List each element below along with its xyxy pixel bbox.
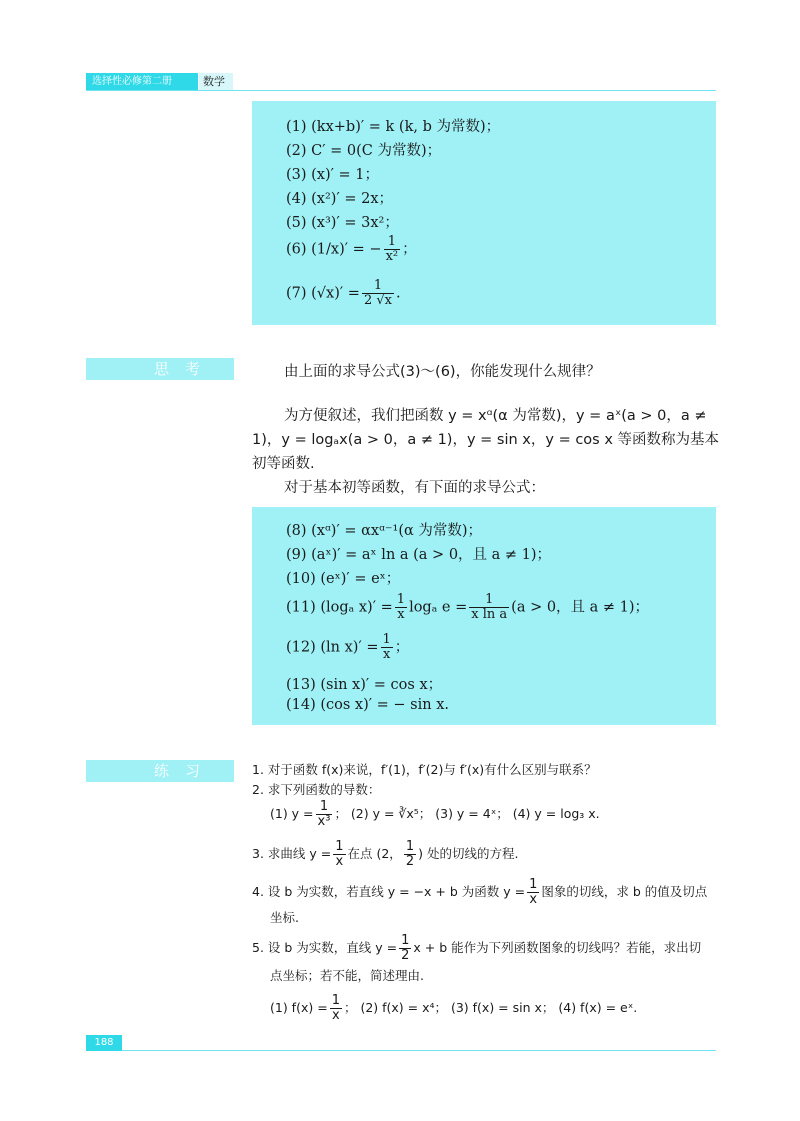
fraction-denominator: x² bbox=[385, 249, 399, 264]
exercise-4-end: 图象的切线，求 b 的值及切点 bbox=[541, 884, 708, 899]
exercise-4-line-2: 坐标. bbox=[270, 910, 299, 925]
fraction-denominator: x ln a bbox=[471, 607, 508, 622]
exercise-5-lead: 5. 设 b 为实数，直线 y = bbox=[252, 940, 398, 955]
fraction-numerator: 1 bbox=[405, 839, 415, 854]
exercise-5-item-1-lead: (1) f(x) = bbox=[270, 1000, 328, 1015]
formula-6 bbox=[286, 235, 417, 264]
header-rule bbox=[86, 90, 716, 91]
fraction-numerator: 1 bbox=[396, 592, 406, 607]
formula-7-lead: (7) (√x)′ = bbox=[286, 285, 360, 302]
formula-box-2 bbox=[252, 507, 716, 725]
exercise-4-lead: 4. 设 b 为实数，若直线 y = −x + b 为函数 y = bbox=[252, 884, 526, 899]
think-label: 思考 bbox=[86, 358, 234, 380]
fraction-denominator: x³ bbox=[317, 814, 331, 829]
formula-11-lead: (11) (logₐ x)′ = bbox=[286, 599, 393, 616]
formula-2: (2) C′ = 0(C 为常数)； bbox=[286, 143, 442, 159]
formula-8: (8) (xᵅ)′ = αxᵅ⁻¹(α 为常数)； bbox=[286, 523, 483, 539]
paragraph-1-line-3: 初等函数. bbox=[252, 456, 315, 472]
exercise-2-items bbox=[270, 800, 600, 829]
exercise-3-fraction-1 bbox=[333, 840, 345, 869]
formula-12-fraction bbox=[381, 633, 393, 662]
formula-1: (1) (kx+b)′ = k (k, b 为常数)； bbox=[286, 119, 501, 135]
exercise-2-fraction bbox=[316, 800, 333, 829]
exercise-3-middle: 在点 (2， bbox=[347, 846, 402, 861]
formula-4: (4) (x²)′ = 2x； bbox=[286, 191, 394, 207]
practice-label: 练习 bbox=[86, 760, 234, 782]
formula-12-lead: (12) (ln x)′ = bbox=[286, 639, 379, 656]
exercise-2-item-1-lead: (1) y = bbox=[270, 806, 314, 821]
formula-10: (10) (eˣ)′ = eˣ； bbox=[286, 571, 401, 587]
exercise-5-rest: ； (2) f(x) = x⁴； (3) f(x) = sin x； (4) f(x) = eˣ. bbox=[343, 1000, 638, 1015]
paragraph-1-line-2: 1)，y = logₐx(a > 0，a ≠ 1)，y = sin x，y = cos x 等函数称为基本 bbox=[252, 432, 720, 448]
formula-11-end: (a > 0，且 a ≠ 1)； bbox=[511, 599, 650, 616]
formula-7-end: . bbox=[395, 285, 401, 302]
fraction-denominator: x bbox=[333, 854, 345, 869]
formula-12 bbox=[286, 633, 409, 662]
formula-12-end: ； bbox=[394, 639, 410, 656]
fraction-denominator: x bbox=[381, 647, 393, 662]
fraction-numerator: 1 bbox=[387, 234, 396, 249]
exercise-5-items-fraction bbox=[330, 994, 342, 1023]
exercise-2-rest: ； (2) y = ∛x⁵； (3) y = 4ˣ； (4) y = log₃ x. bbox=[334, 806, 600, 821]
paragraph-2: 对于基本初等函数，有下面的求导公式： bbox=[284, 480, 545, 496]
formula-5: (5) (x³)′ = 3x²； bbox=[286, 215, 399, 231]
formula-6-fraction bbox=[384, 235, 401, 264]
exercise-3 bbox=[252, 840, 518, 869]
fraction-denominator: x bbox=[527, 892, 539, 907]
fraction-numerator: 1 bbox=[485, 592, 494, 607]
exercise-5-line-2: 点坐标；若不能，简述理由. bbox=[270, 968, 424, 983]
formula-7-fraction bbox=[362, 279, 394, 308]
exercise-5-fraction bbox=[399, 934, 411, 963]
exercise-5-items bbox=[270, 994, 637, 1023]
exercise-2: 2. 求下列函数的导数： bbox=[252, 782, 381, 797]
fraction-denominator: 2 bbox=[401, 948, 410, 963]
formula-11-fraction-2 bbox=[469, 593, 509, 622]
exercise-1: 1. 对于函数 f(x)来说，f′(1)，f′(2)与 f′(x)有什么区别与联系？ bbox=[252, 762, 597, 777]
formula-6-lead: (6) (1/x)′ = − bbox=[286, 241, 382, 258]
formula-11-fraction-1 bbox=[395, 593, 407, 622]
formula-3: (3) (x)′ = 1； bbox=[286, 167, 380, 183]
exercise-5 bbox=[252, 934, 701, 963]
fraction-denominator: x bbox=[330, 1008, 342, 1023]
fraction-numerator: 1 bbox=[529, 877, 538, 892]
formula-9: (9) (aˣ)′ = aˣ ln a (a > 0，且 a ≠ 1)； bbox=[286, 547, 552, 563]
exercise-3-lead: 3. 求曲线 y = bbox=[252, 846, 332, 861]
formula-14: (14) (cos x)′ = − sin x. bbox=[286, 697, 449, 713]
formula-7 bbox=[286, 279, 401, 308]
formula-11 bbox=[286, 593, 649, 622]
exercise-3-end: ) 处的切线的方程. bbox=[418, 846, 519, 861]
paragraph-1-line-1: 为方便叙述，我们把函数 y = xᵅ(α 为常数)，y = aˣ(a > 0，a ≠ bbox=[284, 408, 707, 424]
think-question: 由上面的求导公式(3)～(6)，你能发现什么规律？ bbox=[284, 364, 601, 380]
formula-box-1 bbox=[252, 101, 716, 325]
exercise-5-end: x + b 能作为下列函数图象的切线吗？若能，求出切 bbox=[413, 940, 702, 955]
exercise-4 bbox=[252, 878, 707, 907]
fraction-denominator: 2 √x bbox=[363, 293, 392, 308]
footer-rule bbox=[122, 1050, 716, 1051]
fraction-numerator: 1 bbox=[401, 933, 410, 948]
exercise-3-fraction-2 bbox=[404, 840, 416, 869]
fraction-denominator: x bbox=[395, 607, 407, 622]
subject-tag: 数学 bbox=[199, 73, 233, 90]
page-number: 188 bbox=[86, 1035, 122, 1051]
fraction-denominator: 2 bbox=[405, 854, 415, 869]
fraction-numerator: 1 bbox=[382, 632, 391, 647]
formula-11-middle: logₐ e = bbox=[409, 599, 468, 616]
formula-6-end: ； bbox=[402, 241, 417, 258]
fraction-numerator: 1 bbox=[331, 993, 340, 1008]
book-tag: 选择性必修第二册 bbox=[86, 73, 198, 90]
exercise-4-fraction bbox=[527, 878, 539, 907]
fraction-numerator: 1 bbox=[335, 839, 344, 854]
formula-13: (13) (sin x)′ = cos x； bbox=[286, 677, 443, 693]
fraction-numerator: 1 bbox=[319, 799, 329, 814]
fraction-numerator: 1 bbox=[373, 278, 383, 293]
